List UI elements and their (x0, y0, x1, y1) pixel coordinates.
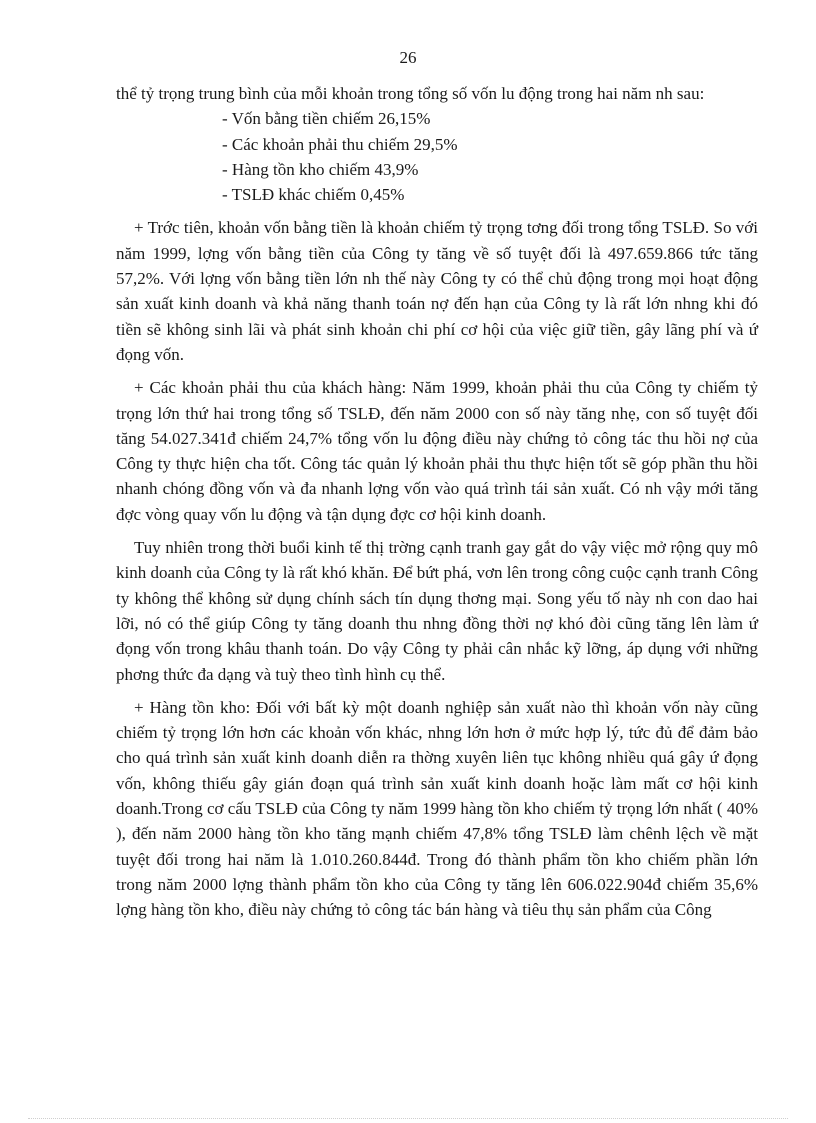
paragraph-inventory: + Hàng tồn kho: Đối với bất kỳ một doanh nghiệp sản xuất nào thì khoản vốn này cũng chiếm tỷ trọng lớn hơn các khoản vốn khác, nhng lớn hơn ở mức hợp lý, tức đủ để đảm bảo cho quá trình sản xuất kinh doanh diễn ra thờng xuyên liên tục không nhiều quá gây ứ đọng vốn, không thiếu gây gián đoạn quá trình sản xuất kinh doanh hoặc làm mất cơ hội kinh doanh.Trong cơ cấu TSLĐ của Công ty năm 1999 hàng tồn kho chiếm tỷ trọng lớn nhất ( 40% ), đến năm 2000 hàng tồn kho tăng mạnh chiếm 47,8% tổng TSLĐ làm chênh lệch về mặt tuyệt đối trong hai năm là 1.010.260.844đ. Trong đó thành phẩm tồn kho chiếm phần lớn trong năm 2000 lợng thành phẩm tồn kho của Công ty tăng lên 606.022.904đ chiếm 35,6% lợng hàng tồn kho, điều này chứng tỏ công tác bán hàng và tiêu thụ sản phẩm của Công (116, 697, 758, 920)
intro-paragraph: thể tỷ trọng trung bình của mỗi khoản trong tổng số vốn lu động trong hai năm nh sau: (116, 84, 705, 103)
paragraph-cash: + Trớc tiên, khoản vốn bằng tiền là khoản chiếm tỷ trọng tơng đối trong tổng TSLĐ. So với năm 1999, lợng vốn bằng tiền của Công ty tăng về số tuyệt đối là 497.659.866 tức tăng 57,2%. Với lợng vốn bằng tiền lớn nh thế này Công ty có thể chủ động trong mọi hoạt động sản xuất kinh doanh và khả năng thanh toán nợ đến hạn của Công ty là rất lớn nhng khi đó tiền sẽ không sinh lãi và phát sinh khoản chi phí cơ hội của việc giữ tiền, gây lãng phí và ứ đọng vốn. (116, 218, 758, 364)
paragraph-receivables: + Các khoản phải thu của khách hàng: Năm 1999, khoản phải thu của Công ty chiếm tỷ trọng lớn thứ hai trong tổng số TSLĐ, đến năm 2000 con số này tăng nhẹ, con số tuyệt đối tăng 54.027.341đ chiếm 24,7% tổng vốn lu động điều này chứng tỏ công tác thu hồi nợ của Công ty thực hiện cha tốt. Công tác quản lý khoản phải thu thực hiện tốt sẽ góp phần thu hồi nhanh chóng đồng vốn và đa nhanh lợng vốn vào quá trình tái sản xuất. Có nh vậy mới tăng đợc vòng quay vốn lu động và tận dụng đợc cơ hội kinh doanh. (116, 378, 758, 524)
document-body (116, 81, 758, 923)
bullet-item: - Hàng tồn kho chiếm 43,9% (222, 157, 758, 182)
bullet-item: - TSLĐ khác chiếm 0,45% (222, 182, 758, 207)
page-number: 26 (399, 48, 417, 67)
paragraph-credit-policy: Tuy nhiên trong thời buổi kinh tế thị trờng cạnh tranh gay gắt do vậy việc mở rộng quy mô kinh doanh của Công ty là rất khó khăn. Để bứt phá, vơn lên trong công cuộc cạnh tranh Công ty không thể không sử dụng chính sách tín dụng thơng mại. Song yếu tố này nh con dao hai lỡi, nó có thể giúp Công ty tăng doanh thu nhng đồng thời nợ khó đòi cũng tăng lên làm ứ đọng vốn trong khâu thanh toán. Do vậy Công ty phải cân nhắc kỹ lỡng, áp dụng với những phơng thức đa dạng và tuỳ theo tình hình cụ thể. (116, 538, 758, 684)
bullet-item: - Các khoản phải thu chiếm 29,5% (222, 132, 758, 157)
bullet-item: - Vốn bằng tiền chiếm 26,15% (222, 106, 758, 131)
page-bottom-divider (28, 1118, 788, 1119)
bullet-list (222, 106, 758, 207)
